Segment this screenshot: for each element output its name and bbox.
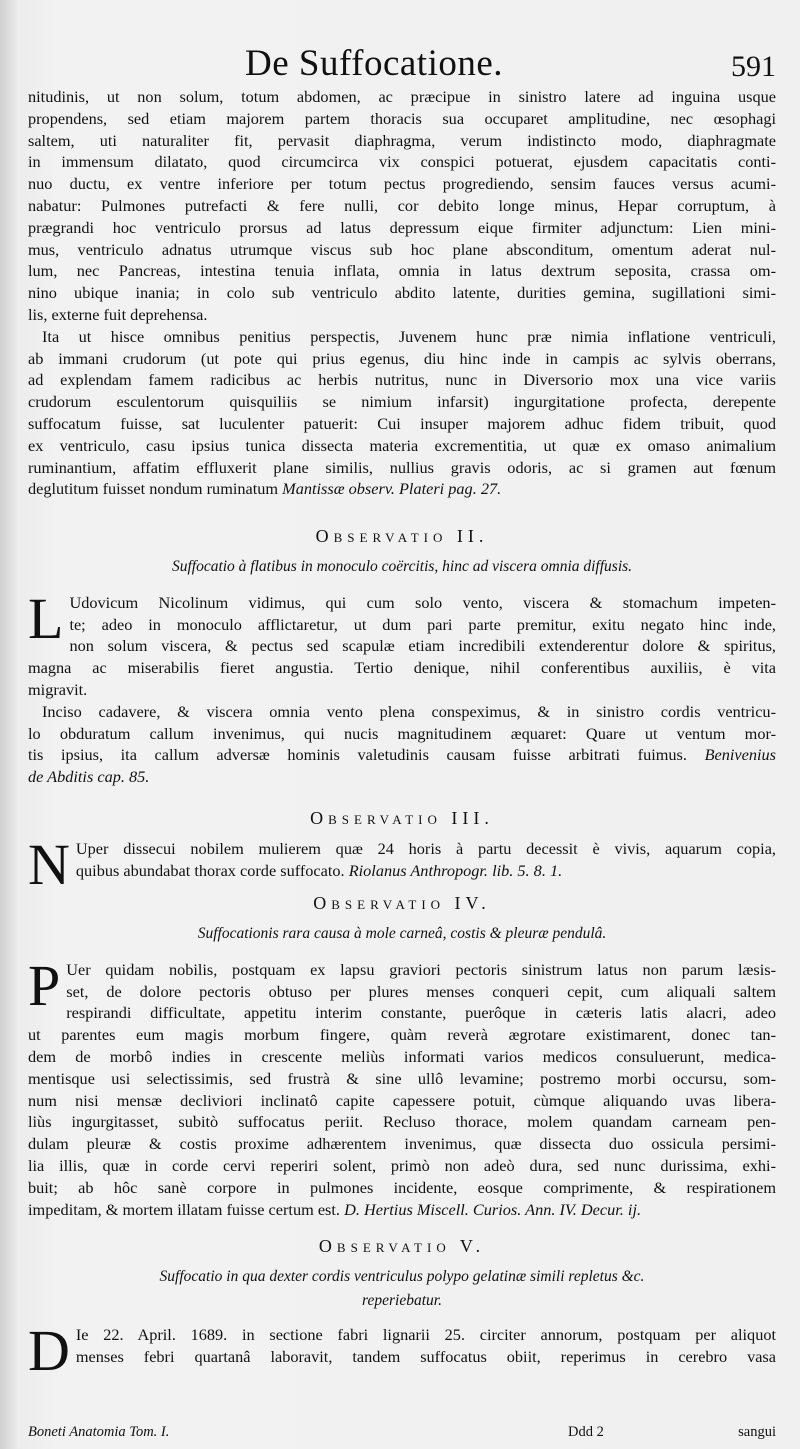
- text-fragment: quibus abundabat thorax corde suffocato.: [75, 860, 345, 880]
- text-line: lis, externe fuit deprehensa.: [28, 304, 208, 324]
- text-line: ex ventriculo, casu ipsius tunica dissecta materia excrementitia, ut quæ ex omaso animalium: [28, 435, 776, 455]
- second-paragraph: [28, 326, 776, 500]
- text-line: Udovicum Nicolinum vidimus, qui cum solo vento, viscera & stomachum impeten-: [69, 592, 776, 612]
- footer-title: Boneti Anatomia Tom. I.: [28, 1424, 170, 1440]
- text-line: liùs ingurgitasset, subitò suffocatus periit. Recluso thorace, molem quandam carneam pen-: [28, 1112, 776, 1132]
- text-line: buit; ab hôc sanè corpore in pulmones incidente, eosque comprimente, & respirationem: [28, 1177, 776, 1197]
- text-line: lia illis, quæ in corde cervi reperiri solent, primò non adeò dura, sed nunc durissima, exhi-: [28, 1156, 776, 1176]
- citation: Mantissæ observ. Plateri pag. 27.: [282, 479, 502, 499]
- catchword: sangui: [738, 1424, 776, 1440]
- text-line: [28, 1199, 776, 1221]
- running-title: De Suffocatione.: [245, 43, 504, 84]
- observation-4-text: [28, 952, 776, 1221]
- text-line: magna ac miserabilis fieret angustia. Tertio denique, nihil conferentibus auxiliis, è vita: [28, 658, 776, 678]
- drop-cap: D: [28, 1317, 70, 1383]
- citation: D. Hertius Miscell. Curios. Ann. IV. Decur. ij.: [344, 1199, 642, 1219]
- text-line: dulam pleuræ & costis proxime adhærentem invenimus, quæ dissecta duo ossicula persimi-: [28, 1134, 776, 1154]
- text-fragment: deglutitum fuisset nondum ruminatum: [28, 479, 279, 499]
- citation: de Abditis cap. 85.: [28, 767, 150, 787]
- observation-4-heading: Observatio IV.: [313, 893, 491, 914]
- text-line: suffocatum fuisse, sat luculenter patuerit: Cui insuper majorem adhuc fidem tribuit, quod: [28, 413, 776, 433]
- observation-5-heading: Observatio V.: [318, 1236, 486, 1257]
- observation-3-text: [28, 831, 776, 897]
- observation-4-subtitle: Suffocationis rara causa à mole carneâ, costis & pleuræ pendulâ.: [197, 925, 607, 943]
- text-fragment: tis ipsius, ita callum adversæ hominis valetudinis causam fuisse arbitrati fuimus.: [28, 745, 687, 765]
- text-line: propendens, sed etiam majorem partem thoracis sua occuparet amplitudine, nec œsophagi: [28, 108, 776, 128]
- page-footer: [28, 1424, 776, 1444]
- text-line: nabatur: Pulmones putrefacti & fere nulli, cor debito longe minus, Hepar corruptum, à: [28, 195, 776, 215]
- text-line: Uper dissecui nobilem mulierem quæ 24 horis à partu decessit è vivis, aquarum copia,: [75, 838, 776, 858]
- text-line: nuo ductu, ex ventre inferiore per totum pectus progrediendo, sensim fauces versus acumi-: [28, 174, 776, 194]
- page-number: 591: [731, 50, 776, 83]
- observation-2-heading: Observatio II.: [315, 526, 489, 547]
- text-line: Uer quidam nobilis, postquam ex lapsu graviori pectoris sinistrum latus non parum læsis-: [66, 959, 776, 979]
- text-line: respirandi difficultate, appetitu interim constante, puerôque in cæteris latis alacri, adeo: [66, 1003, 776, 1023]
- text-line: ad explendam famem radicibus ac herbis nutritus, nunc in Diversorio mox una vice variis: [28, 370, 776, 390]
- text-line: lum, nec Pancreas, intestina tenuia inflata, omnia in latus dextrum seposita, crassa om-: [28, 261, 776, 281]
- text-line: saltem, uti naturaliter fit, pervasit diaphragma, verum indistincto modo, diaphragmate: [28, 130, 776, 150]
- drop-cap: N: [28, 831, 70, 897]
- page-body: [28, 86, 776, 1383]
- text-line: migravit.: [28, 679, 88, 699]
- text-line: ut parentes eum magis morbum fingere, quàm reverà ægrotare existimarent, donec tan-: [28, 1025, 776, 1045]
- drop-cap: P: [28, 952, 61, 1018]
- text-line: crudorum esculentorum quisquiliis se nimium infarsit) ingurgitatione profecta, derepente: [28, 392, 776, 412]
- text-line: [28, 478, 776, 500]
- page-header: [0, 38, 800, 88]
- text-line: nino ubique inania; in colo sub ventriculo abdito latente, durities gemina, sugillationi simi-: [28, 283, 776, 303]
- text-line: set, de dolore pectoris obtuso per plures menses conqueri cepit, cum aliquali saltem: [66, 981, 776, 1001]
- drop-cap: L: [28, 585, 64, 651]
- text-line: Ie 22. April. 1689. in sectione fabri lignarii 25. circiter annorum, postquam per aliquot: [75, 1324, 776, 1344]
- text-line: ruminantium, affatim effluxerit plane similis, nullius gravis odoris, ac si gramen aut fœnum: [28, 457, 776, 477]
- text-line: Ita ut hisce omnibus penitius perspectis, Juvenem hunc præ nimia inflatione ventriculi,: [42, 326, 776, 346]
- text-line: nitudinis, ut non solum, totum abdomen, ac præcipue in sinistro latere ad inguina usque: [28, 87, 776, 106]
- text-line: ab immani crudorum (ut pote qui prius egenus, diu hinc inde in campis ac sylvis oberrans,: [28, 348, 776, 368]
- text-line: non solum viscera, & pectus sed scapulæ etiam incredibili extenderentur dolore & spiritus,: [69, 636, 776, 656]
- text-line: num nisi mensæ decliviori inclinatô capite capessere potuit, cùmque aliquando uvas libera-: [28, 1090, 776, 1110]
- observation-5-subtitle-cont: reperiebatur.: [362, 1292, 442, 1310]
- text-line: in immensum dilatato, quod circumcirca vix conspici potuerat, ejusdem capacitatis conti-: [28, 152, 776, 172]
- observation-5-subtitle: Suffocatio in qua dexter cordis ventriculus polypo gelatinæ simili repletus &c.: [159, 1268, 645, 1286]
- continuation-paragraph: [28, 86, 776, 326]
- text-line: menses febri quartanâ laboravit, tandem suffocatus obiit, reperimus in cerebro vasa: [75, 1346, 776, 1366]
- signature-mark: Ddd 2: [568, 1424, 604, 1440]
- text-line: [28, 744, 776, 766]
- text-line: mus, ventriculo adnatus utrumque viscus sub hoc plane absconditum, omentum aderat nul-: [28, 239, 776, 259]
- observation-5-text: [28, 1317, 776, 1383]
- text-line: prægrandi hoc ventriculo prorsus ad latus depressum eique firmiter adjunctum: Lien mini-: [28, 217, 776, 237]
- observation-3-heading: Observatio III.: [310, 807, 494, 828]
- citation: Benivenius: [704, 745, 776, 765]
- observation-2-subtitle: Suffocatio à flatibus in monoculo coërcitis, hinc ad viscera omnia diffusis.: [171, 557, 633, 575]
- citation: Riolanus Anthropogr. lib. 5. 8. 1.: [348, 860, 563, 880]
- text-line: Inciso cadavere, & viscera omnia vento plena conspeximus, & in sinistro cordis ventricu-: [42, 701, 776, 721]
- text-line: te; adeo in monoculo afflictaretur, ut dum pari parte premitur, exitu negato hinc inde,: [69, 614, 776, 634]
- observation-2-text: [28, 585, 776, 788]
- text-line: lo obduratum callum invenimus, qui nucis magnitudinem æquaret: Quare ut ventum mor-: [28, 723, 776, 743]
- text-line: dem de morbô indies in crescente meliùs informati varios medicos consuluerunt, medica-: [28, 1047, 776, 1067]
- text-line: [76, 860, 776, 882]
- text-line: mentisque usi selectissimis, sed frustrà & sine ullô levamine; postremo morbi occursu, som-: [28, 1068, 776, 1088]
- text-fragment: impeditam, & mortem illatam fuisse certum est.: [28, 1199, 340, 1219]
